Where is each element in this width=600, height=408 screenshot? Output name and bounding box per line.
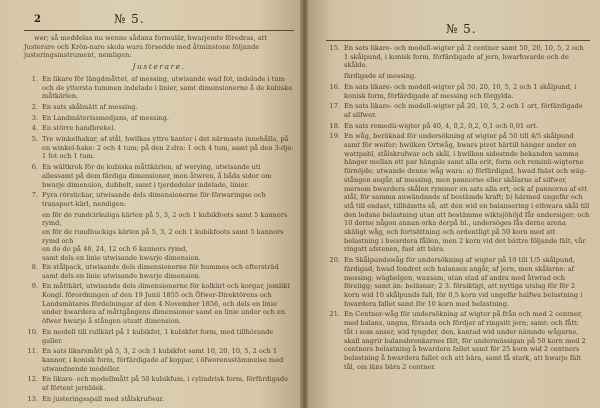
list-item: 2. En sats skålmätt af messing. (31, 102, 138, 111)
measure-line: en för de rundbuckigs kärlen på 5, 3, 2 och 1 kubikfoots samt 5 kannors rymd och (42, 228, 284, 245)
issue-number: № 5. (446, 22, 477, 36)
measure-line: en för de rundcirkuliga kärlen på 5, 3, 2 och 1 kubikfoots samt 5 kannors rymd, (42, 210, 288, 228)
item-list (24, 75, 294, 209)
list-item: 11. En sats likarsmått på 5, 3, 2 och 1 kubikfot samt 10, 20, 10, 5, 2 och 1 kannor, i konisk form, förfärdigade af koppar, i öfwerensstämmelse med utwandnende modeller. (27, 347, 284, 373)
list-item: 10. En modell till rullkärl på 1 kubikfot, 1 kubikfot form, med tillhörande galler. (27, 327, 274, 345)
list-item: 9. En måttkärl, utwisande dels dimensionerne för kolkärl och korgar, jemlikt Kongl. förordningen af den 19 Junii 1855 och Öfwer-Direktörens och Landsmätares fördelningar af den 4 November 1856, och dels en linie under hwardera af måttgångens dimensioner samt en linie under och en öfwer hwarje å stången utsatt dimension. (31, 282, 290, 326)
list-item: 1. En likare för längdmåttet, af messing, utwisande wad fot, indelade i tum och de yttersta tummen indelade i linier, samt dimensionerne å de kubiska måtkärlen. (31, 74, 293, 101)
list-item: 15. En sats likare- och modell-wigter på 2 centner samt 50, 20, 10, 5, 2 och 1 skålpund, i konisk form, förfärdigade af jern, hwarhwarde och de skålde. (329, 44, 584, 70)
header-rule (24, 30, 294, 31)
list-item: 18. En sats remedii-wigter på 40, 4, 0,2, 0,2, 0,1 och 0,01 ort. (329, 121, 539, 130)
measure-line: en do do på 48, 24, 12 och 6 kannors rymd, (42, 245, 188, 254)
item-list-2 (24, 263, 294, 404)
list-item: 16. En sats likare- och modell-wigter på 50, 20, 10, 5, 2 och 1 skålpund, i konisk form, förfärdigade af messing och förgylda. (329, 82, 577, 100)
list-item: 7. Fyra rörstickar, utwisande dels dimensionerne för förwaringse och transport-kärl, nemligen: (31, 191, 266, 208)
right-page-header (326, 24, 590, 38)
list-item: 5. Tre winkelhakar, af stål, hwilkas yttre kanter i det närmaste innehålla, på en winkel-hake: 2 och 4 tum; på den 2:dra: 1 och 4 tum, samt på den 3:dje: 1 fot och 1 tum. (31, 135, 294, 161)
page-gutter (300, 0, 308, 408)
list-item: 8. En stålpack, utwisande dels dimensionerne för hummes och eftersträd samt dels en linie utwisande hwarje dimension. (31, 262, 279, 280)
issue-number: № 5. (114, 12, 145, 26)
list-item: 3. En Landmäterissmedjans, af messing. (31, 113, 169, 122)
list-item: 19. En wåg, beräknad för undersökning af wigter på 50 till 4/5 skålpund samt för weifer; hwilken Ortwåg, hwars pivot härtill hänger under en wattpahl, stålskrufwar och skål, i hwilken sidostnde bekanden samma hänger mellan ett par hängsle samt alla erit, form och reminii-wigterne förnöjde; utwande denne wåg wara: a) förfärdigad, hwad fnäst och wäg-stången angår, af messing, men pannorne eller skålarne af silfwer, mersom bwardera skålen rymmer en sats alla ert, ock af pannorna af ett stål, för samma anwändande af bestämde kraft; b) härmed ungefär och stå till endast, tillhämtts så, att den wid en balansering i ethwara skål till den ledsne belastning utan att bestämme wiktsjöhöjd får undersiger; och 10 derne någon annan orka derpå bl., undersöges fås derne arena skäligt wåg, och fortsättning och ordentligt på 50 korn med att belastning i hwardera fållen, men 2 korn vid det bättre följande fält, vår ringatt afstenen, fast att bära. (329, 132, 590, 254)
list-item: färdigade af messing. (344, 72, 417, 81)
measure-tail: samt dels en linie utwisande hwarje dimension. (42, 254, 201, 263)
list-item: 12. En likare- och modellmått på 50 kubikfum, i cylindrisk form, förfärdigade af förtent jernblek. (27, 375, 289, 393)
item-list (326, 44, 590, 371)
left-page-header (24, 14, 294, 28)
intro-paragraph: wer; så meddelas nu wenne sådana formulär, hwarjemte föredras, att Justerare och Krön-nare skola wara försedde med åtminstone följande justeringsinstrument, nemligen: (24, 34, 267, 60)
list-item: 4. En större handbrekel. (31, 124, 116, 133)
measure-list (24, 211, 294, 263)
page-number: 2 (34, 14, 41, 25)
list-item: 17. En sats likare- och modell-wigter på 20, 10, 5, 2 och 1 ort, förfärdigade af silfwer. (329, 102, 583, 119)
list-item: 6. En wältkrok för de kubiska måttkärlen, af werying, utwisande uti allessamt på dem färdiga dimensioner, men åtwren, å båda sidor om hwarje dimension, dubbelt, samt i tjerdedelar indelade, linier. (31, 163, 272, 189)
list-item: 13. En justeringsspall med stålskrufwar. (27, 394, 165, 403)
right-page (304, 0, 600, 408)
header-rule (326, 40, 590, 41)
list-item: 20. En Skålpundswåg för undersökning af wigter på 10 till 1/5 skålpund, färdigad, hwad fondret och balansen angår, af jern, men skålarne: af messing; wägbelgen, waxsam, utan stad af andra med åtwrad och föreligg; samt än: beläsnar; 2 3. försiktigt, att nyttiga utslag för för 2 korn wid 10 skålpunds fall, för 0,5 korn vid ungefär halfwa belastning i hwardera fallet samt för 10 korn med belastning. (329, 256, 583, 308)
section-title: Justerare. (132, 62, 186, 72)
list-item: 21. En Centner-wåg för undersökning af wigter på från och med 2 centner, med balans, ungna, försada och fördjer af ringsitt jern; samt: och fått: tåt i som anser, wid tyngder, den, kantad wid under nämnde wågarne, skall angrir balansbrenkarnes fält, för undermässigan på 50 korn med 2 centners belastning å hwardera fallet samt för 25 korn wid 2 centners belastning å hwardera fallet och att bära, samt få stark, att hwarje fält tål, om läns bära 2 centner. (329, 310, 586, 371)
